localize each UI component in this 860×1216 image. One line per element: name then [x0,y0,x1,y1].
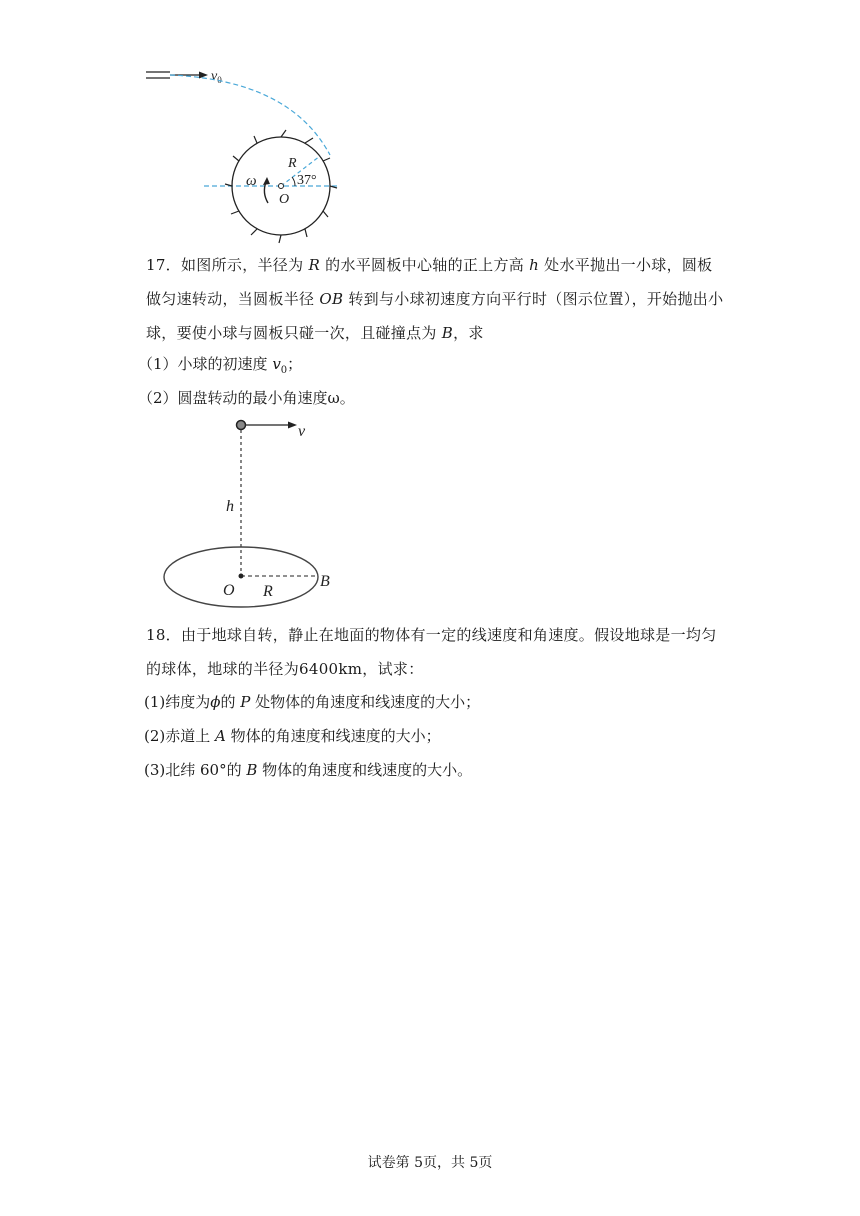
q17-var-h: h [529,256,540,274]
q17-var-B: B [441,324,454,342]
O-label-2: O [223,582,235,599]
question-18: 18．由于地球自转，静止在地面的物体有一定的线速度和角速度。假设地球是一均匀的球体，地球的半径为6400km，试求： [146,626,717,678]
q18-part1-text: (1)纬度为 [144,693,211,711]
figure-rotating-disk [140,55,370,245]
q18-part-1 [144,691,480,713]
q17-part1-text: （1）小球的初速度 [138,355,273,373]
q18-part2-text: (2)赤道上 [144,727,216,745]
q17-var-R: R [308,256,321,274]
q17-part1-sub: 0 [280,365,288,376]
figure-disk-projectile [155,410,355,615]
h-label: h [226,498,234,515]
q18-part2-post: 物体的角速度和线速度的大小； [225,727,441,745]
q17-var-OB: OB [319,290,344,308]
v-label: v [298,423,306,440]
q17-text-5: ，求 [453,324,484,342]
B-label: B [320,573,330,590]
q18-part1-var: ϕ [210,693,221,711]
q18-part-3 [144,759,472,781]
q17-text-1: 如图所示，半径为 [181,256,309,274]
q18-part2-A: A [215,727,226,745]
q18-part3-post: 物体的角速度和线速度的大小。 [257,761,473,779]
v0-label: $v_0$ [211,69,222,85]
O-label: O [279,192,290,207]
angle-label: 37° [297,173,317,188]
q18-part-2 [144,725,441,747]
q17-part1-var: v [272,355,281,373]
q17-part-1 [138,353,302,382]
R-label: R [288,156,297,171]
q18-part1-P: P [240,693,251,711]
q17-number: 17． [146,256,181,274]
q18-part1-mid: 的 [220,693,241,711]
R-label-2: R [263,583,273,600]
question-17 [146,248,726,350]
q17-part-2: （2）圆盘转动的最小角速度ω。 [138,389,355,407]
q17-part1-post: ； [287,355,303,373]
q17-text-4: 转到与小球初速度方向平行时（图示位置），开始抛出小球，要使小球与圆板只碰一次，且碰撞点为 [146,290,724,342]
omega-label: ω [246,173,257,189]
q17-text-2: 的水平圆板中心轴的正上方高 [320,256,530,274]
q17-text-3: 处水平抛出一小球，圆板做匀速转动，当圆板半径 [146,256,713,308]
ball [237,421,246,430]
q18-part3-B: B [246,761,258,779]
q18-part3-text: (3)北纬 60°的 [144,761,247,779]
q18-part1-post: 处物体的角速度和线速度的大小； [250,693,481,711]
page-footer: 试卷第 5页，共 5页 [367,1155,493,1171]
